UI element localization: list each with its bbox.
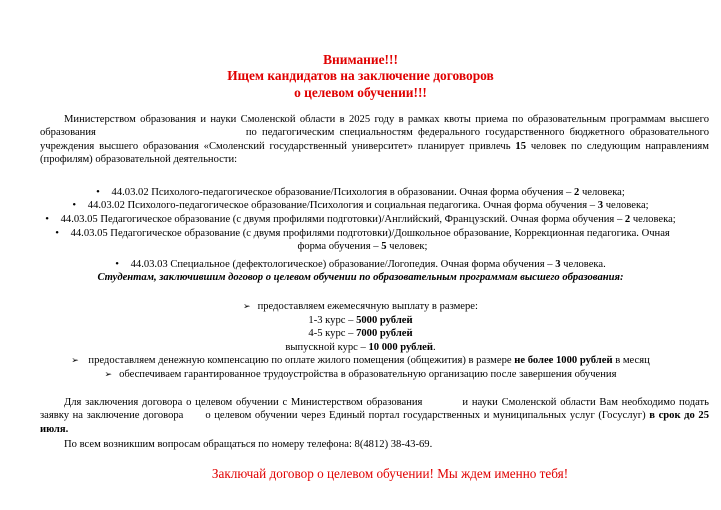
application-paragraph: Для заключения договора о целевом обучении с Министерством образования и науки Смоленской области Вам необходимо подать заявку на заключение договора о целевом обучении через Единый портал государственных и муниципальных услуг (Госуслуг) в срок до 25 июля. <box>40 397 709 435</box>
payment-row: 4-5 курс – 7000 рублей <box>308 328 413 339</box>
payment-row: выпускной курс – 10 000 рублей. <box>285 342 436 353</box>
contact-line: По всем возникшим вопросам обращаться по номеру телефона: 8(4812) 38-43-69. <box>64 439 433 450</box>
intro-paragraph: Министерством образования и науки Смоленской области в 2025 году в рамках квоты приема по образовательным программам высшего образования по педагогическим специальностям федерального государственного бюджетного образовательного учреждения высшего образования «Смоленский государственный университет» планирует привлечь 15 человек по следующим направлениям (профилям) образовательной деятельности: <box>40 114 709 165</box>
application-deadline: в срок до 25 июля. <box>40 410 709 435</box>
intro-count: 15 <box>515 140 526 152</box>
direction-item: • 44.03.05 Педагогическое образование (с двумя профилями подготовки)/Английский, Французский. Очная форма обучения – 2 человека; <box>0 213 721 226</box>
direction-item: • 44.03.05 Педагогическое образование (с двумя профилями подготовки)/Дошкольное образование, Коррекционная педагогика. Очная форма обучения – 5 человек; <box>40 227 685 254</box>
payment-row: 1-3 курс – 5000 рублей <box>308 315 413 326</box>
heading-attention: Внимание!!! <box>323 52 398 67</box>
heading-search: Ищем кандидатов на заключение договоров <box>227 68 494 83</box>
heading-target-training: о целевом обучении!!! <box>294 85 427 100</box>
direction-item: • 44.03.03 Специальное (дефектологическое) образование/Логопедия. Очная форма обучения – 3 человека. <box>0 258 721 271</box>
benefit-payment-intro: ➢ предоставляем ежемесячную выплату в размере: <box>0 300 721 313</box>
call-to-action: Заключай договор о целевом обучении! Мы ждем именно тебя! <box>211 466 569 481</box>
direction-item: • 44.03.02 Психолого-педагогическое образование/Психология и социальная педагогика. Очная форма обучения – 3 человека; <box>0 199 721 212</box>
benefit-housing: ➢ предоставляем денежную компенсацию по оплате жилого помещения (общежития) в размере не более 1000 рублей в месяц <box>0 354 721 367</box>
students-heading: Студентам, заключившим договор о целевом обучении по образовательным программам высшего образования: <box>97 272 624 283</box>
direction-item: • 44.03.02 Психолого-педагогическое образование/Психология в образовании. Очная форма обучения – 2 человека; <box>0 186 721 199</box>
benefit-employment: ➢ обеспечиваем гарантированное трудоустройства в образовательную организацию после завершения обучения <box>0 368 721 381</box>
